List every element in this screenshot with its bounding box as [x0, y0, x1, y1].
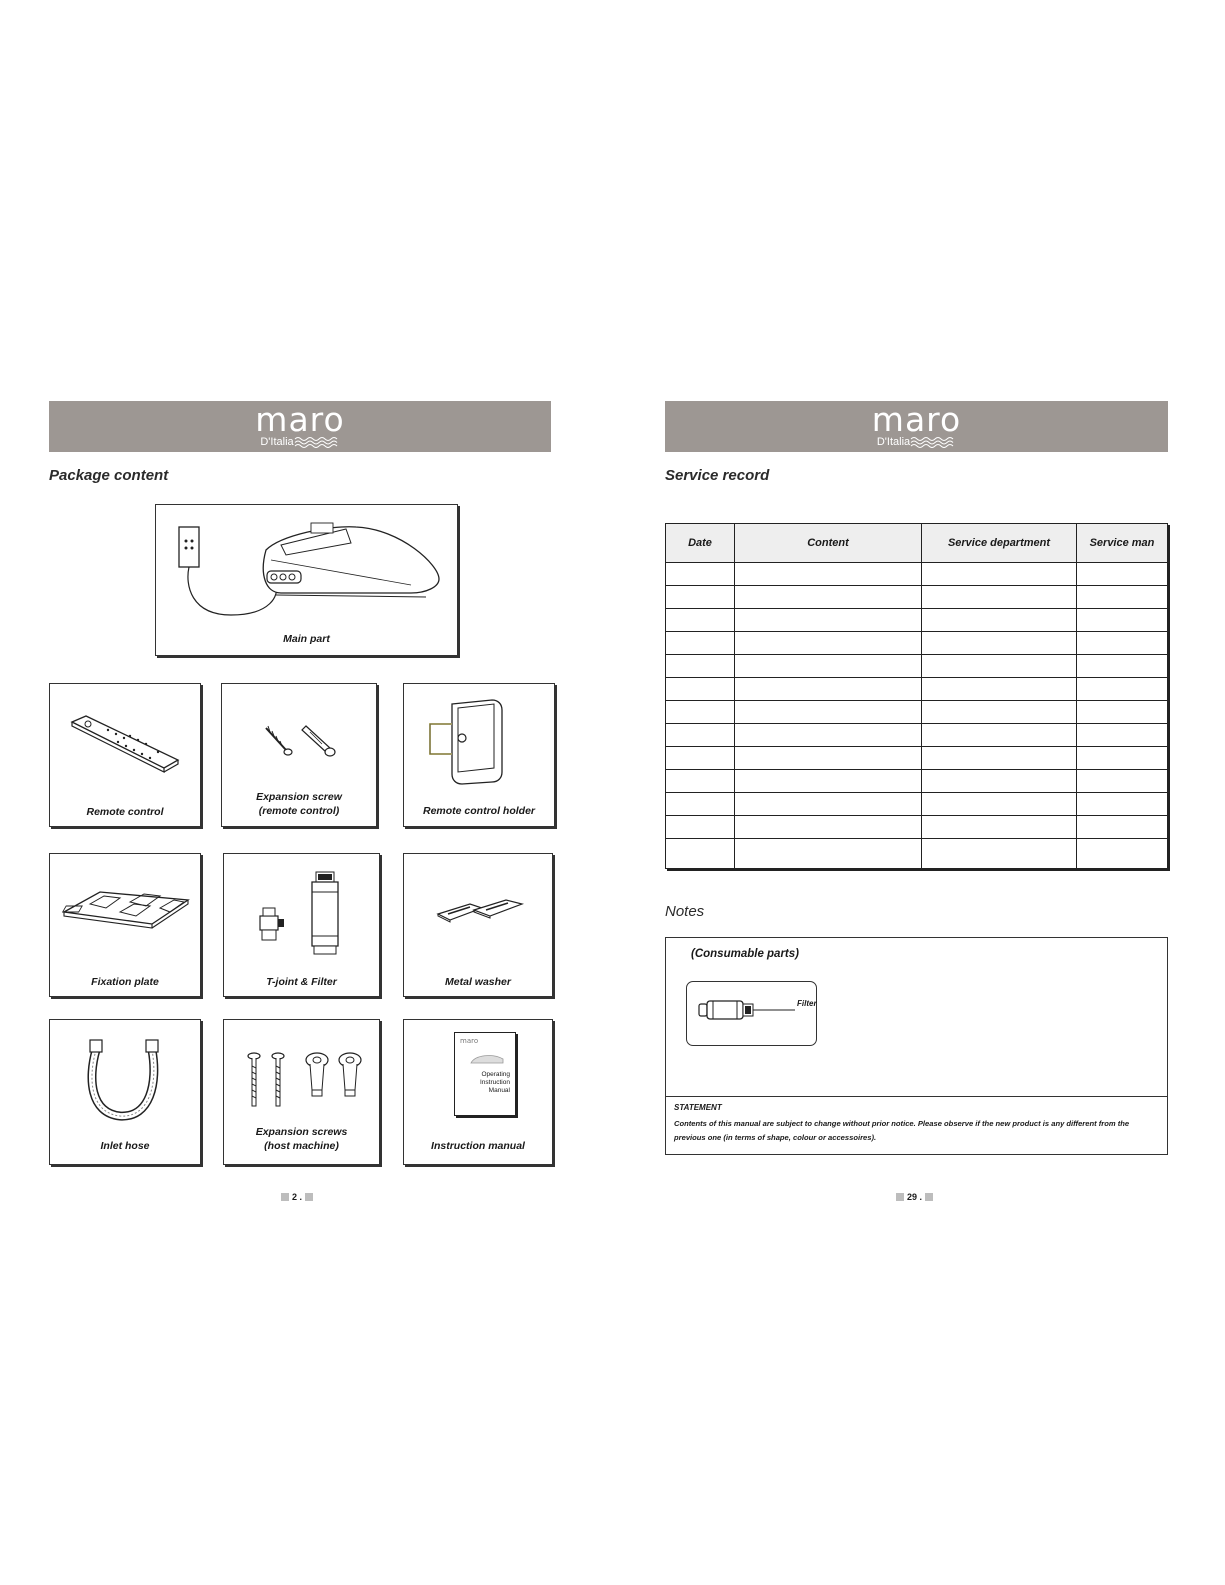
brand-logo: maro — [255, 400, 345, 439]
table-cell — [1077, 655, 1168, 678]
inlet-hose-illustration — [80, 1038, 170, 1128]
table-cell — [735, 770, 922, 793]
consumable-parts-title: (Consumable parts) — [691, 948, 799, 960]
table-cell — [922, 724, 1077, 747]
table-cell — [666, 724, 735, 747]
manual-cover-line3: Manual — [488, 1087, 510, 1094]
expansion-screw-illustration — [260, 722, 340, 762]
remote-control-illustration — [68, 712, 183, 782]
service-record-title: Service record — [665, 467, 770, 484]
main-part-label: Main part — [283, 633, 330, 645]
column-header-service-man: Service man — [1077, 524, 1168, 563]
filter-label: Filter — [797, 999, 817, 1008]
right-header-band — [665, 401, 1168, 452]
table-cell — [735, 724, 922, 747]
fixation-plate-illustration — [60, 882, 190, 937]
table-cell — [666, 747, 735, 770]
inlet-hose-label: Inlet hose — [100, 1140, 150, 1152]
expansion-screw-label-line2: (remote control) — [258, 805, 340, 817]
main-part-illustration — [171, 515, 441, 627]
table-cell — [666, 609, 735, 632]
table-header-row — [666, 524, 1168, 563]
table-row — [666, 655, 1168, 678]
item-inlet-hose — [49, 1019, 201, 1165]
table-cell — [666, 678, 735, 701]
instruction-manual-label: Instruction manual — [431, 1140, 525, 1152]
remote-holder-illustration — [422, 698, 517, 786]
table-cell — [735, 678, 922, 701]
table-cell — [735, 655, 922, 678]
table-cell — [735, 563, 922, 586]
table-cell — [922, 701, 1077, 724]
table-cell — [922, 816, 1077, 839]
page-square-icon — [305, 1193, 313, 1201]
notes-title: Notes — [665, 903, 705, 920]
t-joint-filter-illustration — [254, 868, 354, 963]
table-cell — [922, 747, 1077, 770]
table-cell — [922, 839, 1077, 869]
table-cell — [922, 586, 1077, 609]
waves-icon — [910, 436, 956, 448]
statement-text: Contents of this manual are subject to change without prior notice. Please observe if the new product is any different from the previous one (in terms of shape, colour or accessoires). — [674, 1119, 1130, 1142]
fixation-plate-label: Fixation plate — [91, 976, 159, 988]
brand-tagline-row — [260, 436, 339, 448]
waves-icon — [294, 436, 340, 448]
table-cell — [666, 793, 735, 816]
manual-cover-illustration — [454, 1032, 516, 1116]
manual-cover-title — [480, 1071, 510, 1095]
table-cell — [922, 655, 1077, 678]
table-row — [666, 609, 1168, 632]
left-page-number-text: 2 . — [292, 1192, 303, 1202]
remote-holder-label: Remote control holder — [422, 805, 535, 817]
statement-section — [666, 1096, 1167, 1145]
notes-box — [665, 937, 1168, 1155]
manual-cover-line2: Instruction — [480, 1079, 510, 1086]
table-cell — [735, 816, 922, 839]
manual-cover-line1: Operating — [481, 1071, 510, 1078]
table-row — [666, 632, 1168, 655]
table-cell — [735, 747, 922, 770]
brand-tagline: D'Italia — [260, 436, 294, 448]
page-square-icon — [281, 1193, 289, 1201]
item-remote-control — [49, 683, 201, 827]
table-cell — [1077, 586, 1168, 609]
table-cell — [735, 609, 922, 632]
table-cell — [922, 632, 1077, 655]
page-square-icon — [896, 1193, 904, 1201]
host-screws-label-line2: (host machine) — [264, 1140, 339, 1152]
remote-control-label: Remote control — [86, 806, 164, 818]
right-page-number — [896, 1192, 933, 1202]
table-row — [666, 770, 1168, 793]
table-cell — [1077, 724, 1168, 747]
table-row — [666, 678, 1168, 701]
column-header-content: Content — [735, 524, 922, 563]
table-cell — [1077, 678, 1168, 701]
item-t-joint-filter — [223, 853, 380, 997]
item-expansion-screw-remote — [221, 683, 377, 827]
column-header-date: Date — [666, 524, 735, 563]
table-cell — [666, 816, 735, 839]
host-screws-label-line1: Expansion screws — [255, 1126, 348, 1138]
package-content-title: Package content — [49, 467, 169, 484]
left-page-number — [281, 1192, 313, 1202]
brand-tagline-row — [877, 436, 956, 448]
item-expansion-screws-host — [223, 1019, 380, 1165]
table-cell — [735, 701, 922, 724]
table-cell — [1077, 701, 1168, 724]
table-body — [666, 563, 1168, 869]
table-cell — [922, 770, 1077, 793]
statement-title: STATEMENT — [674, 1103, 722, 1112]
filter-panel — [686, 981, 817, 1046]
brand-logo: maro — [871, 400, 962, 439]
table-row — [666, 724, 1168, 747]
table-cell — [666, 770, 735, 793]
page-square-icon — [925, 1193, 933, 1201]
table-cell — [666, 839, 735, 869]
table-cell — [1077, 839, 1168, 869]
table-cell — [666, 655, 735, 678]
expansion-screw-label-line1: Expansion screw — [256, 791, 342, 803]
table-cell — [1077, 609, 1168, 632]
table-cell — [735, 793, 922, 816]
table-row — [666, 586, 1168, 609]
table-cell — [1077, 770, 1168, 793]
table-row — [666, 747, 1168, 770]
table-row — [666, 839, 1168, 869]
metal-washer-label: Metal washer — [445, 976, 511, 988]
table-cell — [1077, 632, 1168, 655]
table-cell — [666, 563, 735, 586]
table-cell — [922, 793, 1077, 816]
table-cell — [735, 839, 922, 869]
table-cell — [922, 609, 1077, 632]
metal-washer-illustration — [434, 894, 529, 934]
item-metal-washer — [403, 853, 553, 997]
column-header-service-department: Service department — [922, 524, 1077, 563]
item-remote-control-holder — [403, 683, 555, 827]
table-cell — [1077, 816, 1168, 839]
table-row — [666, 793, 1168, 816]
right-page-number-text: 29 . — [907, 1192, 923, 1202]
table-cell — [1077, 563, 1168, 586]
table-cell — [1077, 747, 1168, 770]
item-instruction-manual — [403, 1019, 553, 1165]
service-record-table — [665, 523, 1168, 869]
item-fixation-plate — [49, 853, 201, 997]
host-screws-illustration — [242, 1050, 367, 1110]
t-joint-filter-label: T-joint & Filter — [266, 976, 337, 988]
manual-cover-brand: maro — [460, 1037, 479, 1045]
item-main-part — [155, 504, 458, 656]
filter-icon — [697, 996, 797, 1026]
toilet-seat-icon — [469, 1053, 505, 1067]
table-row — [666, 563, 1168, 586]
table-cell — [922, 678, 1077, 701]
left-header-band — [49, 401, 551, 452]
brand-tagline: D'Italia — [876, 436, 911, 448]
table-cell — [922, 563, 1077, 586]
table-row — [666, 816, 1168, 839]
table-row — [666, 701, 1168, 724]
table-cell — [1077, 793, 1168, 816]
table-cell — [666, 632, 735, 655]
table-cell — [666, 701, 735, 724]
table-cell — [735, 586, 922, 609]
table-cell — [735, 632, 922, 655]
table-cell — [666, 586, 735, 609]
